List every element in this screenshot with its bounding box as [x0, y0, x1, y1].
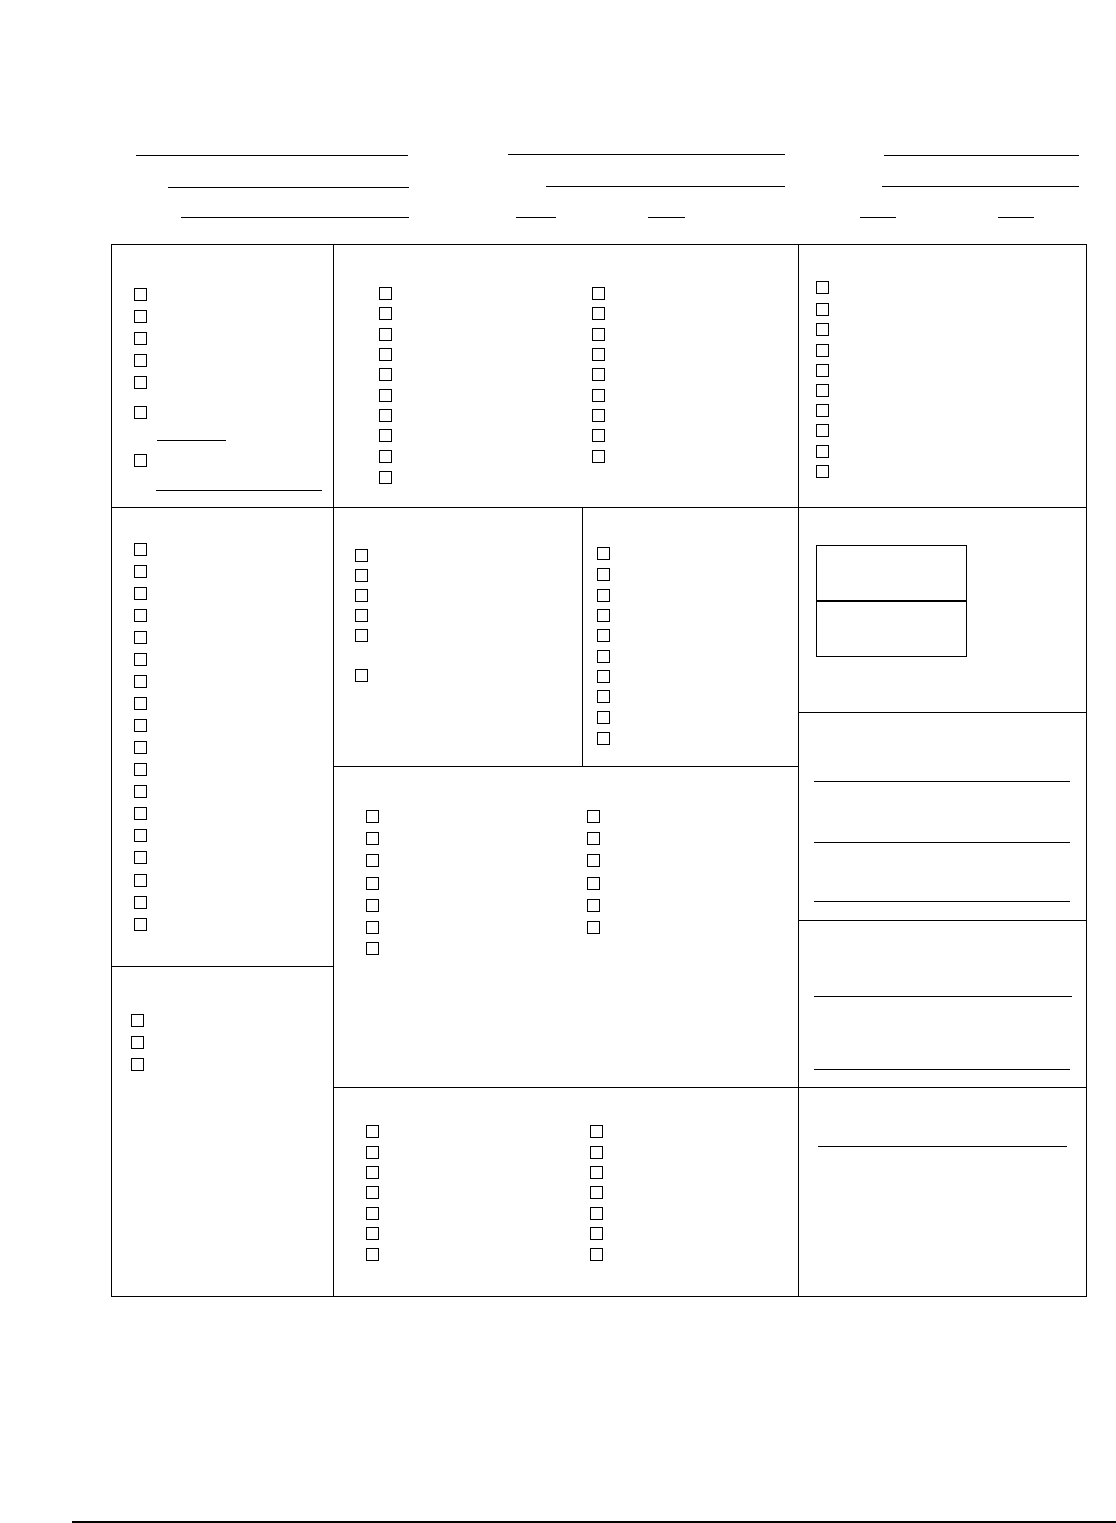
checkbox[interactable] — [134, 785, 147, 798]
checkbox[interactable] — [366, 854, 379, 867]
checkbox[interactable] — [366, 1186, 379, 1199]
checkbox[interactable] — [816, 323, 829, 336]
checkbox[interactable] — [597, 670, 610, 683]
field-line[interactable] — [814, 996, 1072, 997]
field-line[interactable] — [814, 842, 1070, 843]
checkbox[interactable] — [592, 328, 605, 341]
checkbox[interactable] — [597, 568, 610, 581]
checkbox[interactable] — [379, 307, 392, 320]
checkbox[interactable] — [592, 348, 605, 361]
grid-divider — [333, 766, 798, 767]
checkbox[interactable] — [134, 675, 147, 688]
checkbox[interactable] — [816, 445, 829, 458]
checkbox[interactable] — [134, 874, 147, 887]
checkbox[interactable] — [355, 629, 368, 642]
checkbox[interactable] — [366, 1166, 379, 1179]
checkbox[interactable] — [590, 1248, 603, 1261]
checkbox[interactable] — [816, 344, 829, 357]
checkbox[interactable] — [134, 829, 147, 842]
checkbox[interactable] — [134, 851, 147, 864]
checkbox[interactable] — [592, 307, 605, 320]
checkbox[interactable] — [590, 1227, 603, 1240]
checkbox[interactable] — [590, 1166, 603, 1179]
checkbox[interactable] — [134, 653, 147, 666]
grid-border-right — [1086, 244, 1087, 1296]
checkbox[interactable] — [597, 629, 610, 642]
checkbox[interactable] — [816, 465, 829, 478]
checkbox[interactable] — [366, 899, 379, 912]
checkbox[interactable] — [816, 281, 829, 294]
checkbox[interactable] — [597, 547, 610, 560]
checkbox[interactable] — [366, 942, 379, 955]
field-line[interactable] — [157, 440, 226, 441]
field-line[interactable] — [814, 1069, 1070, 1070]
checkbox[interactable] — [134, 332, 147, 345]
checkbox[interactable] — [379, 450, 392, 463]
field-line[interactable] — [884, 155, 1079, 156]
checkbox[interactable] — [134, 631, 147, 644]
field-line[interactable] — [546, 186, 785, 187]
checkbox[interactable] — [366, 877, 379, 890]
checkbox[interactable] — [134, 697, 147, 710]
field-line[interactable] — [998, 217, 1034, 218]
checkbox[interactable] — [134, 719, 147, 732]
checkbox[interactable] — [597, 650, 610, 663]
checkbox[interactable] — [587, 899, 600, 912]
checkbox[interactable] — [590, 1146, 603, 1159]
checkbox[interactable] — [134, 565, 147, 578]
field-line[interactable] — [168, 187, 409, 188]
grid-border-bottom — [111, 1296, 1087, 1297]
checkbox[interactable] — [134, 543, 147, 556]
checkbox[interactable] — [355, 669, 368, 682]
checkbox[interactable] — [134, 763, 147, 776]
checkbox[interactable] — [131, 1014, 144, 1027]
checkbox[interactable] — [597, 732, 610, 745]
checkbox[interactable] — [379, 287, 392, 300]
field-line[interactable] — [814, 901, 1070, 902]
checkbox[interactable] — [134, 741, 147, 754]
checkbox[interactable] — [379, 348, 392, 361]
field-line[interactable] — [181, 217, 409, 218]
checkbox[interactable] — [587, 921, 600, 934]
grid-border-left — [111, 244, 112, 1296]
checkbox[interactable] — [590, 1186, 603, 1199]
checkbox[interactable] — [134, 310, 147, 323]
checkbox[interactable] — [355, 609, 368, 622]
checkbox[interactable] — [587, 832, 600, 845]
field-line[interactable] — [156, 490, 322, 491]
field-line[interactable] — [648, 217, 685, 218]
checkbox[interactable] — [587, 877, 600, 890]
grid-divider — [798, 244, 799, 1296]
checkbox[interactable] — [597, 690, 610, 703]
checkbox[interactable] — [597, 589, 610, 602]
grid-divider — [798, 920, 1086, 921]
field-line[interactable] — [882, 186, 1079, 187]
checkbox[interactable] — [379, 328, 392, 341]
checkbox[interactable] — [134, 918, 147, 931]
checkbox[interactable] — [355, 589, 368, 602]
checkbox[interactable] — [366, 921, 379, 934]
checkbox[interactable] — [592, 389, 605, 402]
checkbox[interactable] — [355, 549, 368, 562]
field-line[interactable] — [814, 781, 1070, 782]
checkbox[interactable] — [366, 1146, 379, 1159]
checkbox[interactable] — [816, 364, 829, 377]
checkbox[interactable] — [134, 896, 147, 909]
field-line[interactable] — [516, 217, 556, 218]
checkbox[interactable] — [379, 368, 392, 381]
checkbox[interactable] — [587, 854, 600, 867]
checkbox[interactable] — [597, 609, 610, 622]
checkbox[interactable] — [379, 471, 392, 484]
checkbox[interactable] — [816, 404, 829, 417]
checkbox[interactable] — [379, 389, 392, 402]
checkbox[interactable] — [131, 1058, 144, 1071]
field-line[interactable] — [136, 155, 408, 156]
checkbox[interactable] — [366, 810, 379, 823]
grid-divider — [798, 1087, 1086, 1088]
checkbox[interactable] — [134, 454, 147, 467]
checkbox[interactable] — [355, 569, 368, 582]
checkbox[interactable] — [134, 406, 147, 419]
checkbox[interactable] — [131, 1036, 144, 1049]
checkbox[interactable] — [816, 424, 829, 437]
checkbox[interactable] — [366, 1125, 379, 1138]
grid-divider — [582, 507, 583, 766]
checkbox[interactable] — [592, 368, 605, 381]
checkbox[interactable] — [592, 450, 605, 463]
input-box[interactable] — [816, 600, 967, 657]
checkbox[interactable] — [134, 376, 147, 389]
field-line[interactable] — [860, 217, 896, 218]
checkbox[interactable] — [134, 288, 147, 301]
grid-divider — [111, 507, 1087, 508]
input-box[interactable] — [816, 545, 967, 602]
checkbox[interactable] — [379, 429, 392, 442]
field-line[interactable] — [818, 1146, 1067, 1147]
checkbox[interactable] — [366, 1207, 379, 1220]
checkbox[interactable] — [590, 1207, 603, 1220]
checkbox[interactable] — [134, 587, 147, 600]
checkbox[interactable] — [379, 409, 392, 422]
grid-border-top — [111, 244, 1087, 245]
checkbox[interactable] — [134, 609, 147, 622]
checkbox[interactable] — [592, 409, 605, 422]
checkbox[interactable] — [366, 1227, 379, 1240]
checkbox[interactable] — [816, 384, 829, 397]
field-line[interactable] — [508, 154, 785, 155]
checkbox[interactable] — [816, 303, 829, 316]
checkbox[interactable] — [587, 810, 600, 823]
grid-divider — [111, 966, 333, 967]
checkbox[interactable] — [592, 429, 605, 442]
checkbox[interactable] — [134, 354, 147, 367]
grid-divider — [333, 244, 334, 1296]
checkbox[interactable] — [134, 807, 147, 820]
checkbox[interactable] — [590, 1125, 603, 1138]
checkbox[interactable] — [597, 711, 610, 724]
grid-divider — [798, 712, 1086, 713]
checkbox[interactable] — [366, 1248, 379, 1261]
checkbox[interactable] — [592, 287, 605, 300]
checkbox[interactable] — [366, 832, 379, 845]
